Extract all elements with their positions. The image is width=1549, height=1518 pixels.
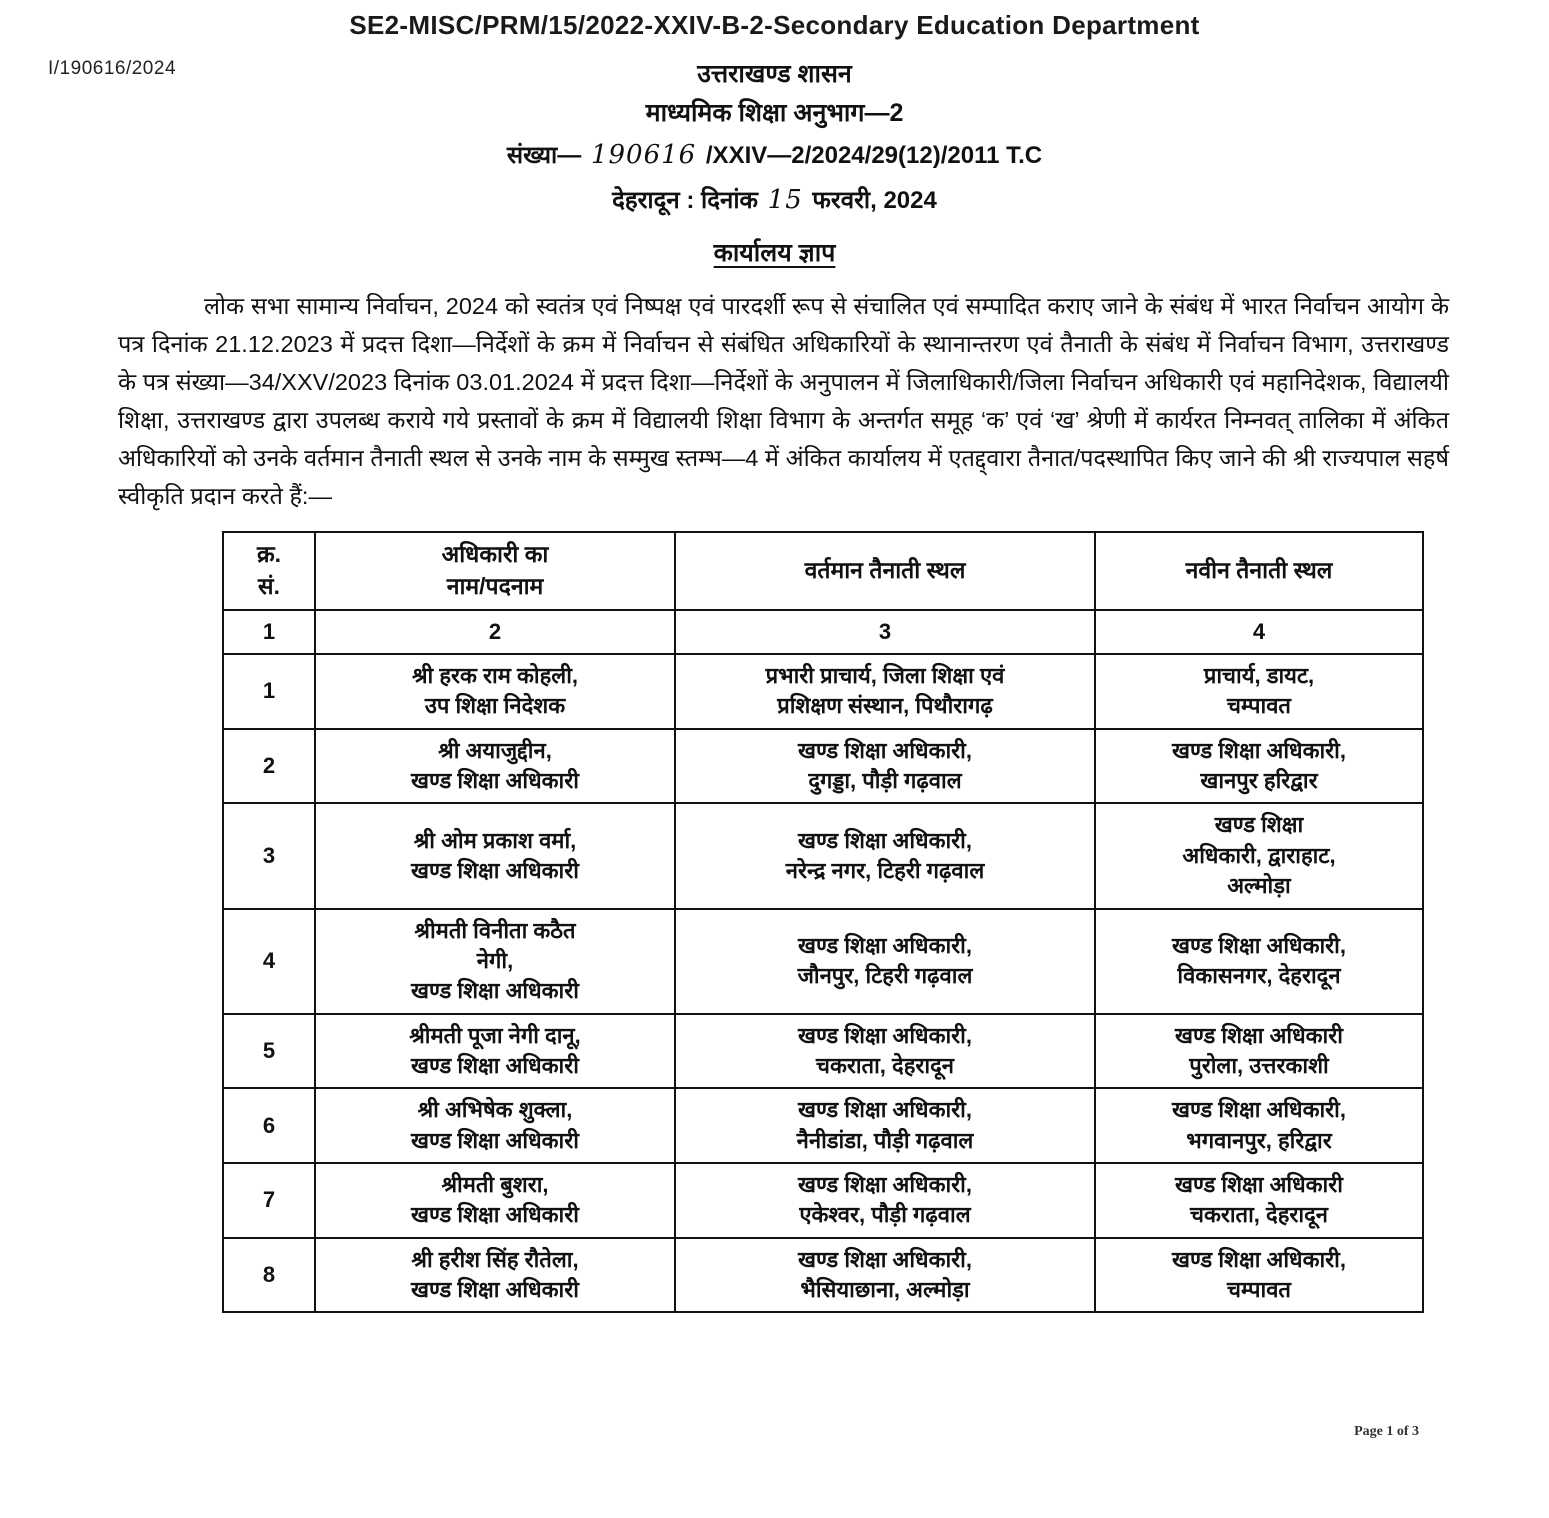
officers-table — [222, 531, 1424, 1313]
row-new-posting: प्राचार्य, डायट, चम्पावत — [1095, 654, 1423, 729]
document-top-reference: SE2-MISC/PRM/15/2022-XXIV-B-2-Secondary Education Department — [349, 10, 1200, 40]
row-current-posting: खण्ड शिक्षा अधिकारी, नरेन्द्र नगर, टिहरी गढ़वाल — [675, 803, 1095, 908]
order-date-rest: फरवरी, 2024 — [812, 186, 937, 214]
government-heading-block — [0, 57, 1549, 219]
column-number-3: 3 — [675, 610, 1095, 654]
order-number-handwritten: 190616 — [590, 140, 697, 170]
row-new-posting: खण्ड शिक्षा अधिकारी, द्वाराहाट, अल्मोड़ा — [1095, 803, 1423, 908]
row-serial: 1 — [223, 654, 315, 729]
order-number-label: संख्या— — [506, 142, 582, 169]
column-number-1: 1 — [223, 610, 315, 654]
row-new-posting: खण्ड शिक्षा अधिकारी चकराता, देहरादून — [1095, 1163, 1423, 1238]
department-name: माध्यमिक शिक्षा अनुभाग—2 — [645, 98, 904, 127]
row-serial: 5 — [223, 1014, 315, 1089]
column-header-officer-name: अधिकारी का नाम/पदनाम — [315, 532, 675, 609]
row-current-posting: खण्ड शिक्षा अधिकारी, भैसियाछाना, अल्मोड़ा — [675, 1238, 1095, 1313]
row-serial: 3 — [223, 803, 315, 908]
officers-table-wrapper — [222, 531, 1421, 1313]
row-serial: 4 — [223, 909, 315, 1014]
document-side-reference: I/190616/2024 — [48, 58, 177, 79]
row-new-posting: खण्ड शिक्षा अधिकारी, भगवानपुर, हरिद्वार — [1095, 1088, 1423, 1163]
table-row — [223, 1163, 1423, 1238]
order-number-rest: /XXIV—2/2024/29(12)/2011 T.C — [705, 142, 1043, 169]
row-new-posting: खण्ड शिक्षा अधिकारी, खानपुर हरिद्वार — [1095, 729, 1423, 804]
row-new-posting: खण्ड शिक्षा अधिकारी, विकासनगर, देहरादून — [1095, 909, 1423, 1014]
row-current-posting: प्रभारी प्राचार्य, जिला शिक्षा एवं प्रशिक्षण संस्थान, पिथौरागढ़ — [675, 654, 1095, 729]
row-serial: 2 — [223, 729, 315, 804]
column-header-new-posting: नवीन तैनाती स्थल — [1095, 532, 1423, 609]
government-name: उत्तराखण्ड शासन — [697, 60, 852, 88]
row-officer-name: श्रीमती बुशरा, खण्ड शिक्षा अधिकारी — [315, 1163, 675, 1238]
order-date-handwritten: 15 — [767, 184, 803, 215]
order-date-label: दिनांक — [701, 186, 758, 214]
table-row — [223, 1088, 1423, 1163]
table-header-row — [223, 532, 1423, 609]
row-officer-name: श्रीमती विनीता कठैत नेगी, खण्ड शिक्षा अधिकारी — [315, 909, 675, 1014]
table-row — [223, 654, 1423, 729]
order-place-label: देहरादून : — [612, 186, 695, 214]
row-officer-name: श्री अयाजुद्दीन, खण्ड शिक्षा अधिकारी — [315, 729, 675, 804]
row-officer-name: श्री हरीश सिंह रौतेला, खण्ड शिक्षा अधिकारी — [315, 1238, 675, 1313]
memo-title: कार्यालय ज्ञाप — [713, 238, 836, 267]
row-serial: 6 — [223, 1088, 315, 1163]
table-row — [223, 803, 1423, 908]
column-header-serial: क्र. सं. — [223, 532, 315, 609]
row-current-posting: खण्ड शिक्षा अधिकारी, जौनपुर, टिहरी गढ़वाल — [675, 909, 1095, 1014]
order-body-paragraph — [118, 287, 1449, 515]
row-officer-name: श्री अभिषेक शुक्ला, खण्ड शिक्षा अधिकारी — [315, 1088, 675, 1163]
row-serial: 7 — [223, 1163, 315, 1238]
column-number-2: 2 — [315, 610, 675, 654]
row-officer-name: श्री हरक राम कोहली, उप शिक्षा निदेशक — [315, 654, 675, 729]
row-current-posting: खण्ड शिक्षा अधिकारी, नैनीडांडा, पौड़ी गढ़वाल — [675, 1088, 1095, 1163]
row-officer-name: श्रीमती पूजा नेगी दानू, खण्ड शिक्षा अधिकारी — [315, 1014, 675, 1089]
row-current-posting: खण्ड शिक्षा अधिकारी, दुगड्डा, पौड़ी गढ़वाल — [675, 729, 1095, 804]
table-row — [223, 909, 1423, 1014]
row-current-posting: खण्ड शिक्षा अधिकारी, चकराता, देहरादून — [675, 1014, 1095, 1089]
table-row — [223, 729, 1423, 804]
column-header-current-posting: वर्तमान तैनाती स्थल — [675, 532, 1095, 609]
row-current-posting: खण्ड शिक्षा अधिकारी, एकेश्वर, पौड़ी गढ़वाल — [675, 1163, 1095, 1238]
table-column-number-row — [223, 610, 1423, 654]
column-number-4: 4 — [1095, 610, 1423, 654]
table-row — [223, 1238, 1423, 1313]
table-row — [223, 1014, 1423, 1089]
row-officer-name: श्री ओम प्रकाश वर्मा, खण्ड शिक्षा अधिकारी — [315, 803, 675, 908]
row-new-posting: खण्ड शिक्षा अधिकारी, चम्पावत — [1095, 1238, 1423, 1313]
row-serial: 8 — [223, 1238, 315, 1313]
order-date-line — [0, 182, 1549, 219]
page-number-footer: Page 1 of 3 — [1354, 1424, 1419, 1439]
order-number-line — [0, 137, 1549, 174]
row-new-posting: खण्ड शिक्षा अधिकारी पुरोला, उत्तरकाशी — [1095, 1014, 1423, 1089]
paragraph-text: लोक सभा सामान्य निर्वाचन, 2024 को स्वतंत्र एवं निष्पक्ष एवं पारदर्शी रूप से संचालित एवं सम्पादित कराए जाने के संबंध में भारत निर्वाचन आयोग के पत्र दिनांक 21.12.2023 में प्रदत्त दिशा—निर्देशों के क्रम में निर्वाचन से संबंधित अधिकारियों के स्थानान्तरण एवं तैनाती के संबंध में निर्वाचन विभाग, उत्तराखण्ड के पत्र संख्या—34/XXV/2023 दिनांक 03.01.2024 में प्रदत्त दिशा—निर्देशों के अनुपालन में जिलाधिकारी/जिला निर्वाचन अधिकारी एवं महानिदेशक, विद्यालयी शिक्षा, उत्तराखण्ड द्वारा उपलब्ध कराये गये प्रस्तावों के क्रम में विद्यालयी शिक्षा विभाग के अन्तर्गत समूह ‘क’ एवं ‘ख’ श्रेणी में कार्यरत निम्नवत् तालिका में अंकित अधिकारियों को उनके वर्तमान तैनाती स्थल से उनके नाम के सम्मुख स्तम्भ—4 में अंकित कार्यालय में एतद्द्वारा तैनात/पदस्थापित किए जाने की श्री राज्यपाल सहर्ष स्वीकृति प्रदान करते हैं:— — [118, 292, 1449, 510]
